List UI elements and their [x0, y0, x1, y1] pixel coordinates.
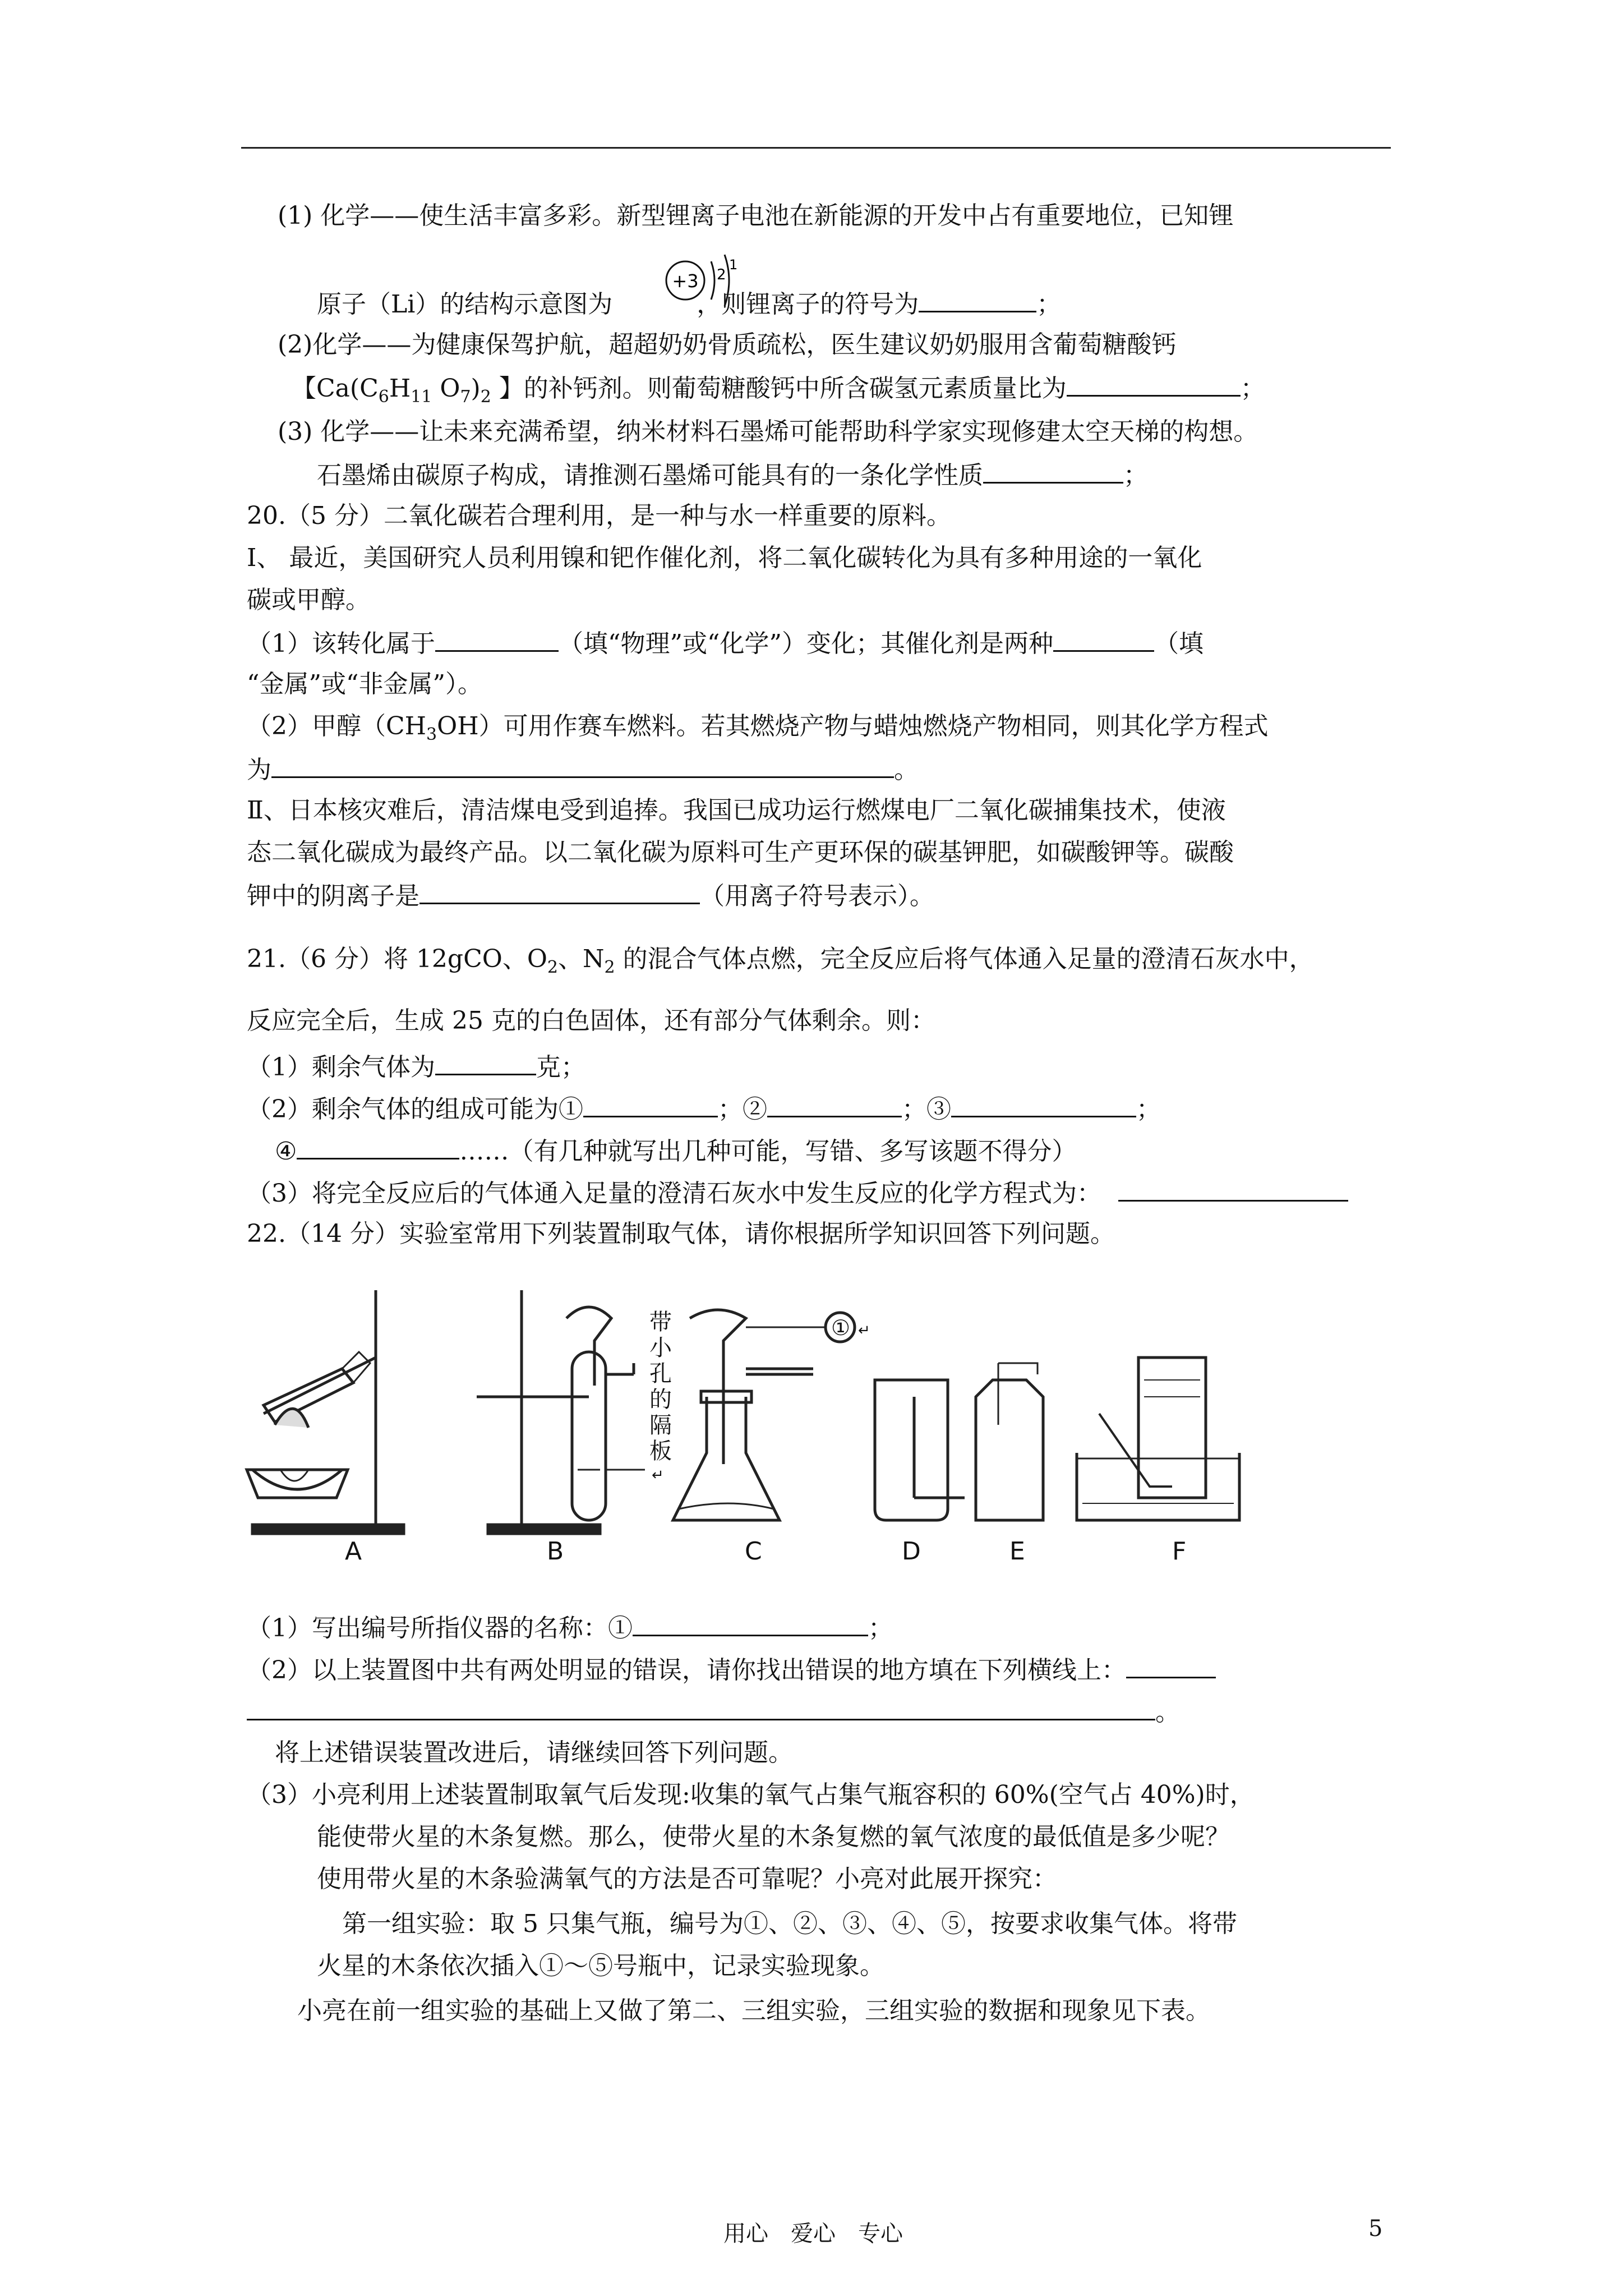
- answer-blank: [271, 752, 894, 778]
- answer-blank: [435, 1049, 536, 1075]
- answer-blank: [419, 878, 700, 904]
- answer-blank: [1067, 370, 1241, 397]
- q20-part2-line3: 钾中的阴离子是 （用离子符号表示）。: [247, 878, 934, 913]
- q22-q1: （1）写出编号所指仪器的名称：① ；: [247, 1610, 893, 1645]
- atom-shell1-count: 2: [717, 266, 726, 283]
- apparatus-b: [477, 1290, 645, 1534]
- q19-item2-line2: 【$Ca(C_6H_{11}$ $O_7)_2$ 】的补钙剂。则葡萄糖酸钙中所含碳氢元素质量比为 ；: [292, 370, 1265, 414]
- board-label-char: 小: [649, 1335, 672, 1361]
- apparatus-e: [976, 1363, 1043, 1520]
- board-label-mark: ↵: [652, 1467, 664, 1484]
- q21-q2-line1: （2）剩余气体的组成可能为① ；② ；③ ；: [247, 1091, 1161, 1126]
- q22-note: 将上述错误装置改进后，请继续回答下列问题。: [275, 1738, 793, 1767]
- q20-q1-line1: （1）该转化属于 （填“物理”或“化学”）变化；其催化剂是两种 （填: [247, 625, 1204, 661]
- q22-q3-line3: 使用带火星的木条验满氧气的方法是否可靠呢？小亮对此展开探究：: [317, 1865, 1057, 1893]
- figure-label-d: D: [902, 1537, 921, 1566]
- lab-apparatus-figure: [241, 1285, 1447, 1588]
- answer-blank: [919, 286, 1036, 312]
- callout-number: ①: [831, 1315, 851, 1340]
- answer-blank: [247, 1694, 1155, 1720]
- q22-q3-line4: 第一组实验：取 5 只集气瓶，编号为①、②、③、④、⑤，按要求收集气体。将带: [342, 1910, 1237, 1938]
- callout-mark: ↵: [858, 1322, 870, 1339]
- q19-item2-line1: (2)化学——为健康保驾护航，超超奶奶骨质疏松，医生建议奶奶服用含葡萄糖酸钙: [278, 330, 1177, 359]
- answer-blank: [1118, 1175, 1348, 1202]
- q22-q2-line1: （2）以上装置图中共有两处明显的错误，请你找出错误的地方填在下列横线上：: [247, 1652, 1216, 1687]
- q21-q1: （1）剩余气体为 克；: [247, 1049, 585, 1084]
- board-label-char: 板: [649, 1438, 672, 1464]
- q20-title: 20.（5 分）二氧化碳若合理利用，是一种与水一样重要的原料。: [247, 501, 951, 530]
- q20-part1-line1: Ⅰ、 最近，美国研究人员利用镍和钯作催化剂，将二氧化碳转化为具有多种用途的一氧化: [247, 544, 1202, 572]
- answer-blank: [297, 1133, 459, 1159]
- answer-blank: [951, 1091, 1136, 1117]
- figure-label-b: B: [547, 1537, 564, 1566]
- board-label-char: 隔: [649, 1412, 672, 1438]
- q22-title: 22.（14 分）实验室常用下列装置制取气体，请你根据所学知识回答下列问题。: [247, 1220, 1115, 1248]
- q20-part1-line2: 碳或甲醇。: [247, 586, 370, 614]
- board-label-char: 孔: [649, 1361, 672, 1387]
- atom-shell2-count: 1: [729, 257, 738, 273]
- answer-blank: [435, 625, 559, 652]
- q22-q2-line2: 。: [247, 1694, 1180, 1729]
- q22-q3-line2: 能使带火星的木条复燃。那么，使带火星的木条复燃的氧气浓度的最低值是多少呢？: [317, 1823, 1230, 1851]
- q19-item3-line1: (3) 化学——让未来充满希望，纳米材料石墨烯可能帮助科学家实现修建太空天梯的构想。: [278, 417, 1258, 446]
- apparatus-a: [247, 1290, 404, 1534]
- figure-label-e: E: [1009, 1537, 1025, 1566]
- figure-label-a: A: [345, 1537, 362, 1566]
- q19-item1-line1: (1) 化学——使生活丰富多彩。新型锂离子电池在新能源的开发中占有重要地位，已知锂: [278, 201, 1234, 230]
- answer-blank: [1053, 625, 1154, 652]
- lithium-atom-structure-diagram: [662, 247, 740, 314]
- apparatus-f: [1077, 1358, 1239, 1520]
- answer-blank: [983, 457, 1123, 484]
- apparatus-c: [673, 1310, 855, 1520]
- answer-blank: [633, 1610, 868, 1636]
- q21-q3: （3）将完全反应后的气体通入足量的澄清石灰水中发生反应的化学方程式为：: [247, 1175, 1348, 1211]
- q20-q1-line2: “金属”或“非金属”）。: [247, 670, 482, 698]
- q19-item1-line2: 原子（Li）的结构示意图为 ，则锂离子的符号为 ；: [317, 286, 1061, 321]
- q21-q2-line2: ④ ……（有几种就写出几种可能，写错、多写该题不得分）: [275, 1133, 1076, 1168]
- q20-q2-line1: （2）甲醇$(CH_3OH)$可用作赛车燃料。若其燃烧产物与蜡烛燃烧产物相同，则其化学方程式: [247, 712, 1269, 744]
- q22-q3-line1: （3）小亮利用上述装置制取氧气后发现:收集的氧气占集气瓶容积的 60%(空气占 40%)时，: [247, 1780, 1255, 1809]
- q22-q3-line5: 火星的木条依次插入①～⑤号瓶中，记录实验现象。: [317, 1952, 884, 1980]
- q21-title-line2: 反应完全后，生成 25 克的白色固体，还有部分气体剩余。则：: [247, 1006, 935, 1035]
- q21-title-line1: 21.（6 分）将 12gCO、$O_2$、$N_2$ 的混合气体点燃，完全反应后将气体通入足量的澄清石灰水中，: [247, 945, 1314, 977]
- atom-nucleus-charge: +3: [672, 270, 699, 292]
- board-label-char: 带: [649, 1309, 672, 1335]
- q20-part2-line2: 态二氧化碳成为最终产品。以二氧化碳为原料可生产更环保的碳基钾肥，如碳酸钾等。碳酸: [247, 838, 1234, 867]
- q20-part2-line1: Ⅱ、日本核灾难后，清洁煤电受到追捧。我国已成功运行燃煤电厂二氧化碳捕集技术，使液: [247, 796, 1226, 825]
- footer-motto: 用心 爱心 专心: [723, 2221, 903, 2247]
- header-rule: [241, 147, 1391, 149]
- answer-blank: [767, 1091, 902, 1117]
- q20-q2-line2: 为 。: [247, 752, 919, 787]
- board-label-char: 的: [649, 1387, 672, 1412]
- page-number: 5: [1368, 2216, 1383, 2242]
- q19-item3-line2: 石墨烯由碳原子构成，请推测石墨烯可能具有的一条化学性质 ；: [317, 457, 1148, 493]
- figure-label-f: F: [1172, 1537, 1187, 1566]
- figure-label-c: C: [745, 1537, 762, 1566]
- answer-blank: [583, 1091, 718, 1117]
- answer-blank: [1126, 1652, 1216, 1678]
- apparatus-d: [875, 1380, 965, 1520]
- q22-q3-line6: 小亮在前一组实验的基础上又做了第二、三组实验，三组实验的数据和现象见下表。: [297, 1996, 1210, 2025]
